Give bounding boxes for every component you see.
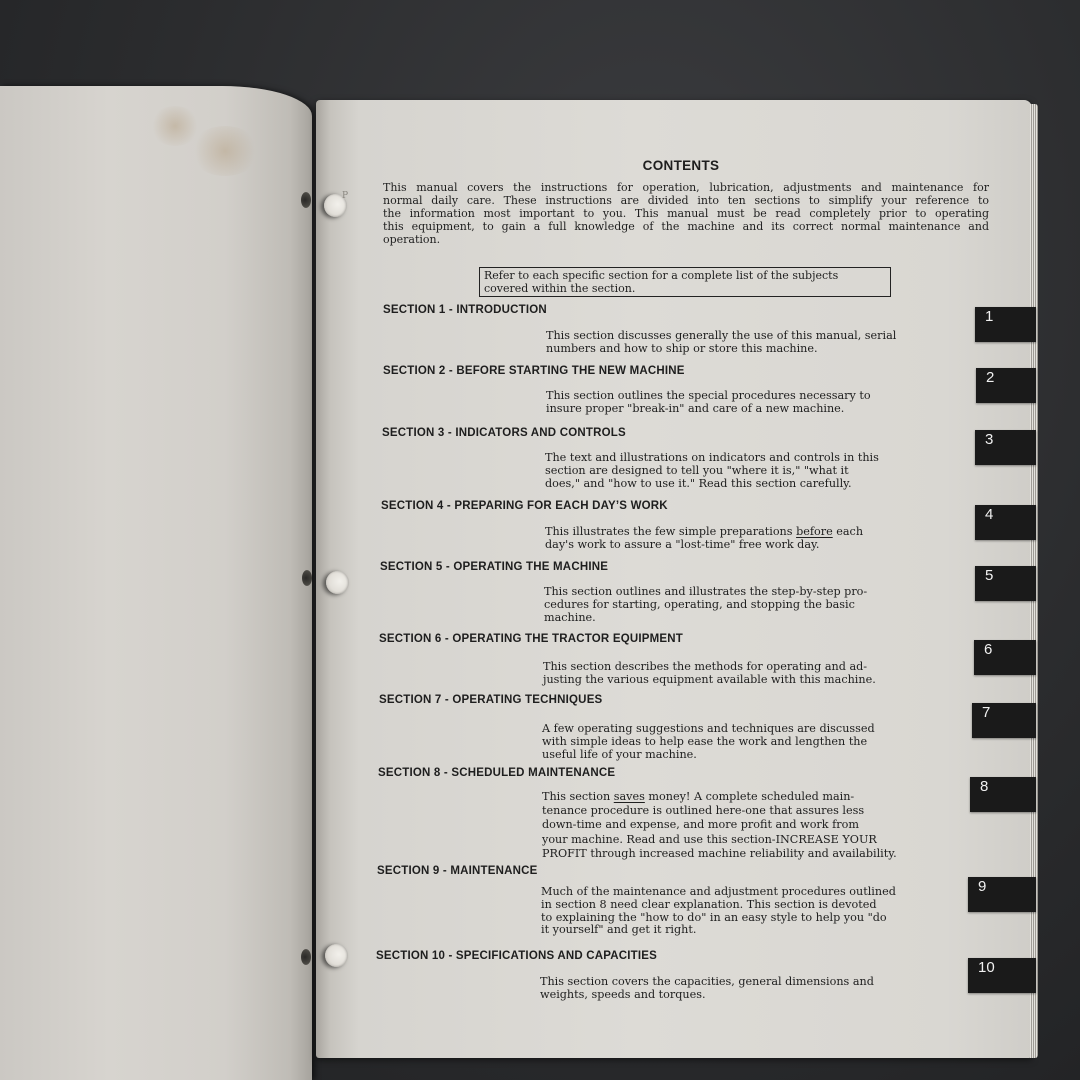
line-text: money! A complete scheduled main- (644, 790, 855, 803)
section-8-description-line: PROFIT through increased machine reliability and availability. (542, 846, 897, 860)
tab-number: 9 (978, 878, 987, 895)
intro-line: normal daily care. These instructions are divided into ten sections to simplify your reference to (383, 194, 989, 207)
section-tab-1 (975, 307, 1036, 342)
section-5-description (544, 586, 867, 624)
section-9-description-line: Much of the maintenance and adjustment procedures outlined (541, 885, 896, 898)
section-6-description-line: justing the various equipment available with this machine. (543, 672, 876, 686)
tab-number: 8 (980, 778, 989, 795)
section-3-description-line: does," and "how to use it." Read this section carefully. (545, 476, 852, 490)
section-tab-3 (975, 430, 1036, 465)
section-5-description-line: cedures for starting, operating, and stopping the basic (544, 597, 855, 611)
section-7-description (542, 723, 875, 761)
note-line: Refer to each specific section for a complete list of the subjects (484, 269, 839, 282)
section-9-description (541, 886, 896, 937)
section-8-description-line (542, 790, 897, 804)
section-7-description-line: A few operating suggestions and techniques are discussed (542, 722, 875, 735)
section-7-description-line: useful life of your machine. (542, 747, 697, 761)
tab-number: 4 (985, 506, 994, 523)
section-tab-8 (970, 777, 1036, 812)
line-text: This illustrates the few simple preparations (545, 525, 797, 538)
line-text: This section (542, 790, 614, 803)
page-title: CONTENTS (642, 158, 720, 173)
section-4-description-line: day's work to assure a "lost-time" free work day. (545, 537, 820, 551)
tab-number: 3 (985, 431, 994, 448)
section-9-heading: SECTION 9 - MAINTENANCE (377, 865, 538, 877)
section-5-description-line: This section outlines and illustrates the step-by-step pro- (544, 585, 868, 598)
tab-number: 2 (986, 369, 995, 386)
section-2-description-line: This section outlines the special procedures necessary to (546, 389, 871, 402)
section-8-description-line: your machine. Read and use this section-INCREASE YOUR (542, 832, 877, 846)
intro-line: This manual covers the instructions for operation, lubrication, adjustments and maintenance for (383, 181, 989, 194)
section-tab-10 (968, 958, 1036, 993)
section-2-description-line: insure proper "break-in" and care of a new machine. (546, 401, 845, 415)
tab-number: 5 (985, 567, 994, 584)
tab-number: 6 (984, 641, 993, 658)
section-8-heading: SECTION 8 - SCHEDULED MAINTENANCE (378, 767, 616, 779)
section-6-description (543, 661, 876, 687)
section-8-description (542, 790, 897, 861)
section-5-description-line: machine. (544, 610, 596, 624)
section-7-description-line: with simple ideas to help ease the work and lengthen the (542, 734, 868, 748)
section-10-description-line: This section covers the capacities, general dimensions and (540, 975, 874, 988)
section-6-description-line: This section describes the methods for operating and ad- (543, 660, 868, 673)
section-1-description-line: This section discusses generally the use of this manual, serial (546, 329, 897, 342)
section-2-description (546, 390, 871, 416)
underlined-word: saves (613, 790, 645, 803)
margin-mark: P (342, 191, 349, 201)
section-tab-2 (976, 368, 1036, 403)
underlined-word: before (796, 525, 833, 538)
section-1-heading: SECTION 1 - INTRODUCTION (383, 304, 547, 316)
section-tab-4 (975, 505, 1036, 540)
section-tab-9 (968, 877, 1036, 912)
section-3-description (545, 452, 879, 490)
section-10-heading: SECTION 10 - SPECIFICATIONS AND CAPACITIES (376, 950, 658, 962)
section-tab-6 (974, 640, 1036, 675)
intro-paragraph (383, 181, 989, 246)
tab-number: 7 (982, 704, 991, 721)
section-3-heading: SECTION 3 - INDICATORS AND CONTROLS (382, 427, 626, 439)
section-tab-7 (972, 703, 1036, 738)
section-10-description-line: weights, speeds and torques. (540, 987, 706, 1001)
section-8-description-line: tenance procedure is outlined here-one that assures less (542, 804, 865, 818)
section-2-heading: SECTION 2 - BEFORE STARTING THE NEW MACHINE (383, 365, 685, 377)
section-8-description-line: down-time and expense, and more profit and work from (542, 818, 859, 832)
boxed-note (479, 267, 891, 297)
section-7-heading: SECTION 7 - OPERATING TECHNIQUES (379, 694, 603, 706)
section-4-description-line (545, 526, 863, 539)
section-10-description (540, 976, 874, 1002)
section-1-description-line: numbers and how to ship or store this machine. (546, 341, 818, 355)
section-3-description-line: section are designed to tell you "where it is," "what it (545, 463, 849, 477)
section-9-description-line: it yourself" and get it right. (541, 923, 697, 937)
section-6-heading: SECTION 6 - OPERATING THE TRACTOR EQUIPMENT (379, 633, 683, 645)
section-1-description (546, 330, 896, 356)
intro-line: operation. (383, 233, 441, 246)
tab-number: 1 (985, 308, 994, 325)
section-9-description-line: to explaining the "how to do" in an easy style to help you "do (541, 910, 887, 924)
section-9-description-line: in section 8 need clear explanation. This section is devoted (541, 897, 877, 911)
intro-line: this equipment, to gain a full knowledge of the machine and its correct normal maintenance and (383, 220, 989, 233)
section-4-heading: SECTION 4 - PREPARING FOR EACH DAY’S WORK (381, 500, 668, 512)
tab-number: 10 (978, 959, 995, 976)
section-tab-5 (975, 566, 1036, 601)
section-3-description-line: The text and illustrations on indicators and controls in this (545, 451, 879, 464)
section-4-description (545, 526, 863, 552)
note-line: covered within the section. (484, 282, 636, 295)
section-5-heading: SECTION 5 - OPERATING THE MACHINE (380, 561, 609, 573)
line-text: each (832, 525, 864, 538)
intro-line: the information most important to you. This manual must be read completely prior to operating (383, 207, 989, 220)
